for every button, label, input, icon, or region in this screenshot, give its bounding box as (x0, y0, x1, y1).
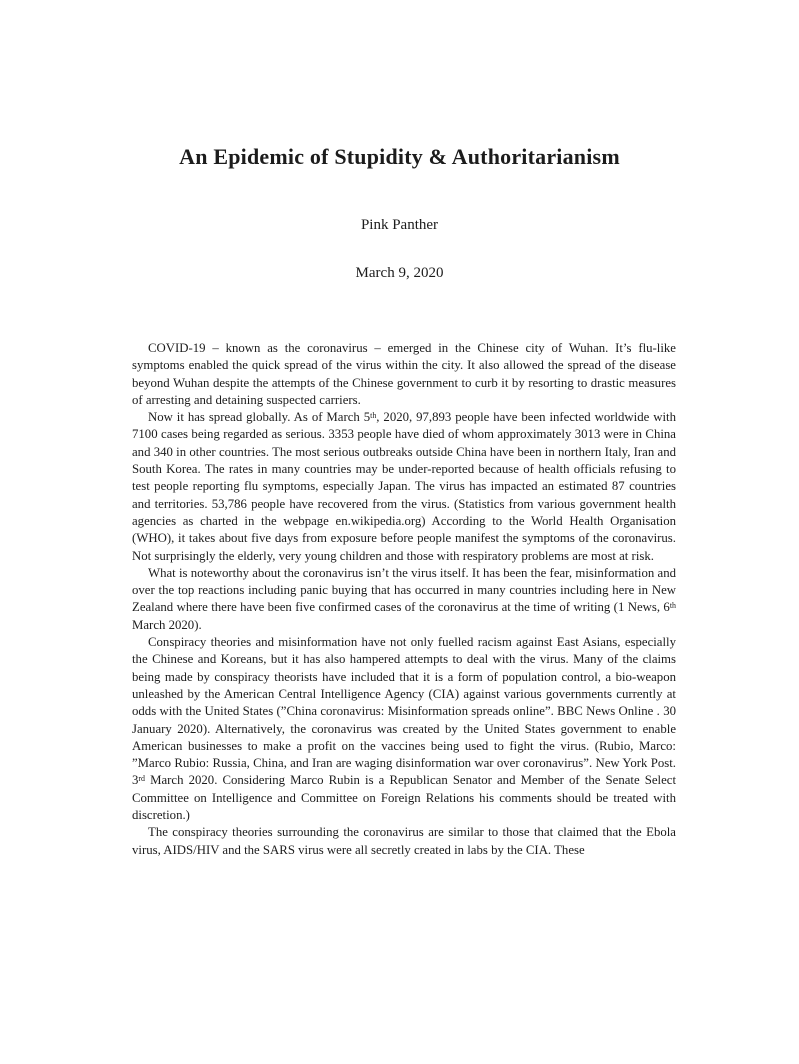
superscript-ordinal: th (669, 600, 676, 610)
paragraph: What is noteworthy about the coronavirus isn’t the virus itself. It has been the fear, misinformation and over the top reactions including panic buying that has occurred in many countries including here in New Zealand where there have been five confirmed cases of the coronavirus at the time of writing (1 News, 6th March 2020). (132, 565, 676, 632)
date-line: March 9, 2020 (355, 265, 444, 281)
superscript-ordinal: rd (138, 773, 146, 783)
author-line: Pink Panther (360, 217, 439, 233)
paragraph: Conspiracy theories and misinformation have not only fuelled racism against East Asians, especially the Chinese and Koreans, but it has also hampered attempts to deal with the virus. Many of the claims being made by conspiracy theorists have included that it is a form of population control, a bio-weapon unleashed by the American Central Intelligence Agency (CIA) against various governments currently at odds with the United States (”China coronavirus: Misinformation spreads online”. BBC News Online . 30 January 2020). Alternatively, the coronavirus was created by the United States government to enable American businesses to make a profit on the vaccines being used to fight the virus. (Rubio, Marco: ”Marco Rubio: Russia, China, and Iran are waging disinformation war over coronavirus”. New York Post. 3rd March 2020. Considering Marco Rubin is a Republican Senator and Member of the Senate Select Committee on Intelligence and Committee on Foreign Relations his comments should be treated with discretion.) (132, 635, 676, 823)
paragraph: Now it has spread globally. As of March 5th, 2020, 97,893 people have been infected worldwide with 7100 cases being regarded as serious. 3353 people have died of whom approximately 3013 were in China and 340 in other countries. The most serious outbreaks outside China have been in northern Italy, Iran and South Korea. The rates in many countries may be under-reported because of health officials refusing to test people reporting flu symptoms, especially Japan. The virus has impacted an estimated 87 countries and territories. 53,786 people have recovered from the virus. (Statistics from various government health agencies as charted in the webpage en.wikipedia.org) According to the World Health Organisation (WHO), it takes about five days from exposure before people manifest the symptoms of the coronavirus. Not surprisingly the elderly, very young children and those with respiratory problems are most at risk. (132, 410, 676, 563)
paragraph: COVID-19 – known as the coronavirus – emerged in the Chinese city of Wuhan. It’s flu-like symptoms enabled the quick spread of the virus within the city. It also allowed the spread of the disease beyond Wuhan despite the attempts of the Chinese government to curb it by resorting to drastic measures of arresting and detaining suspected carriers. (132, 341, 676, 407)
superscript-ordinal: th (370, 410, 377, 420)
page-title: An Epidemic of Stupidity & Authoritarianism (179, 144, 620, 169)
document-body (132, 340, 676, 859)
paragraph: The conspiracy theories surrounding the coronavirus are similar to those that claimed that the Ebola virus, AIDS/HIV and the SARS virus were all secretly created in labs by the CIA. These (132, 825, 676, 857)
